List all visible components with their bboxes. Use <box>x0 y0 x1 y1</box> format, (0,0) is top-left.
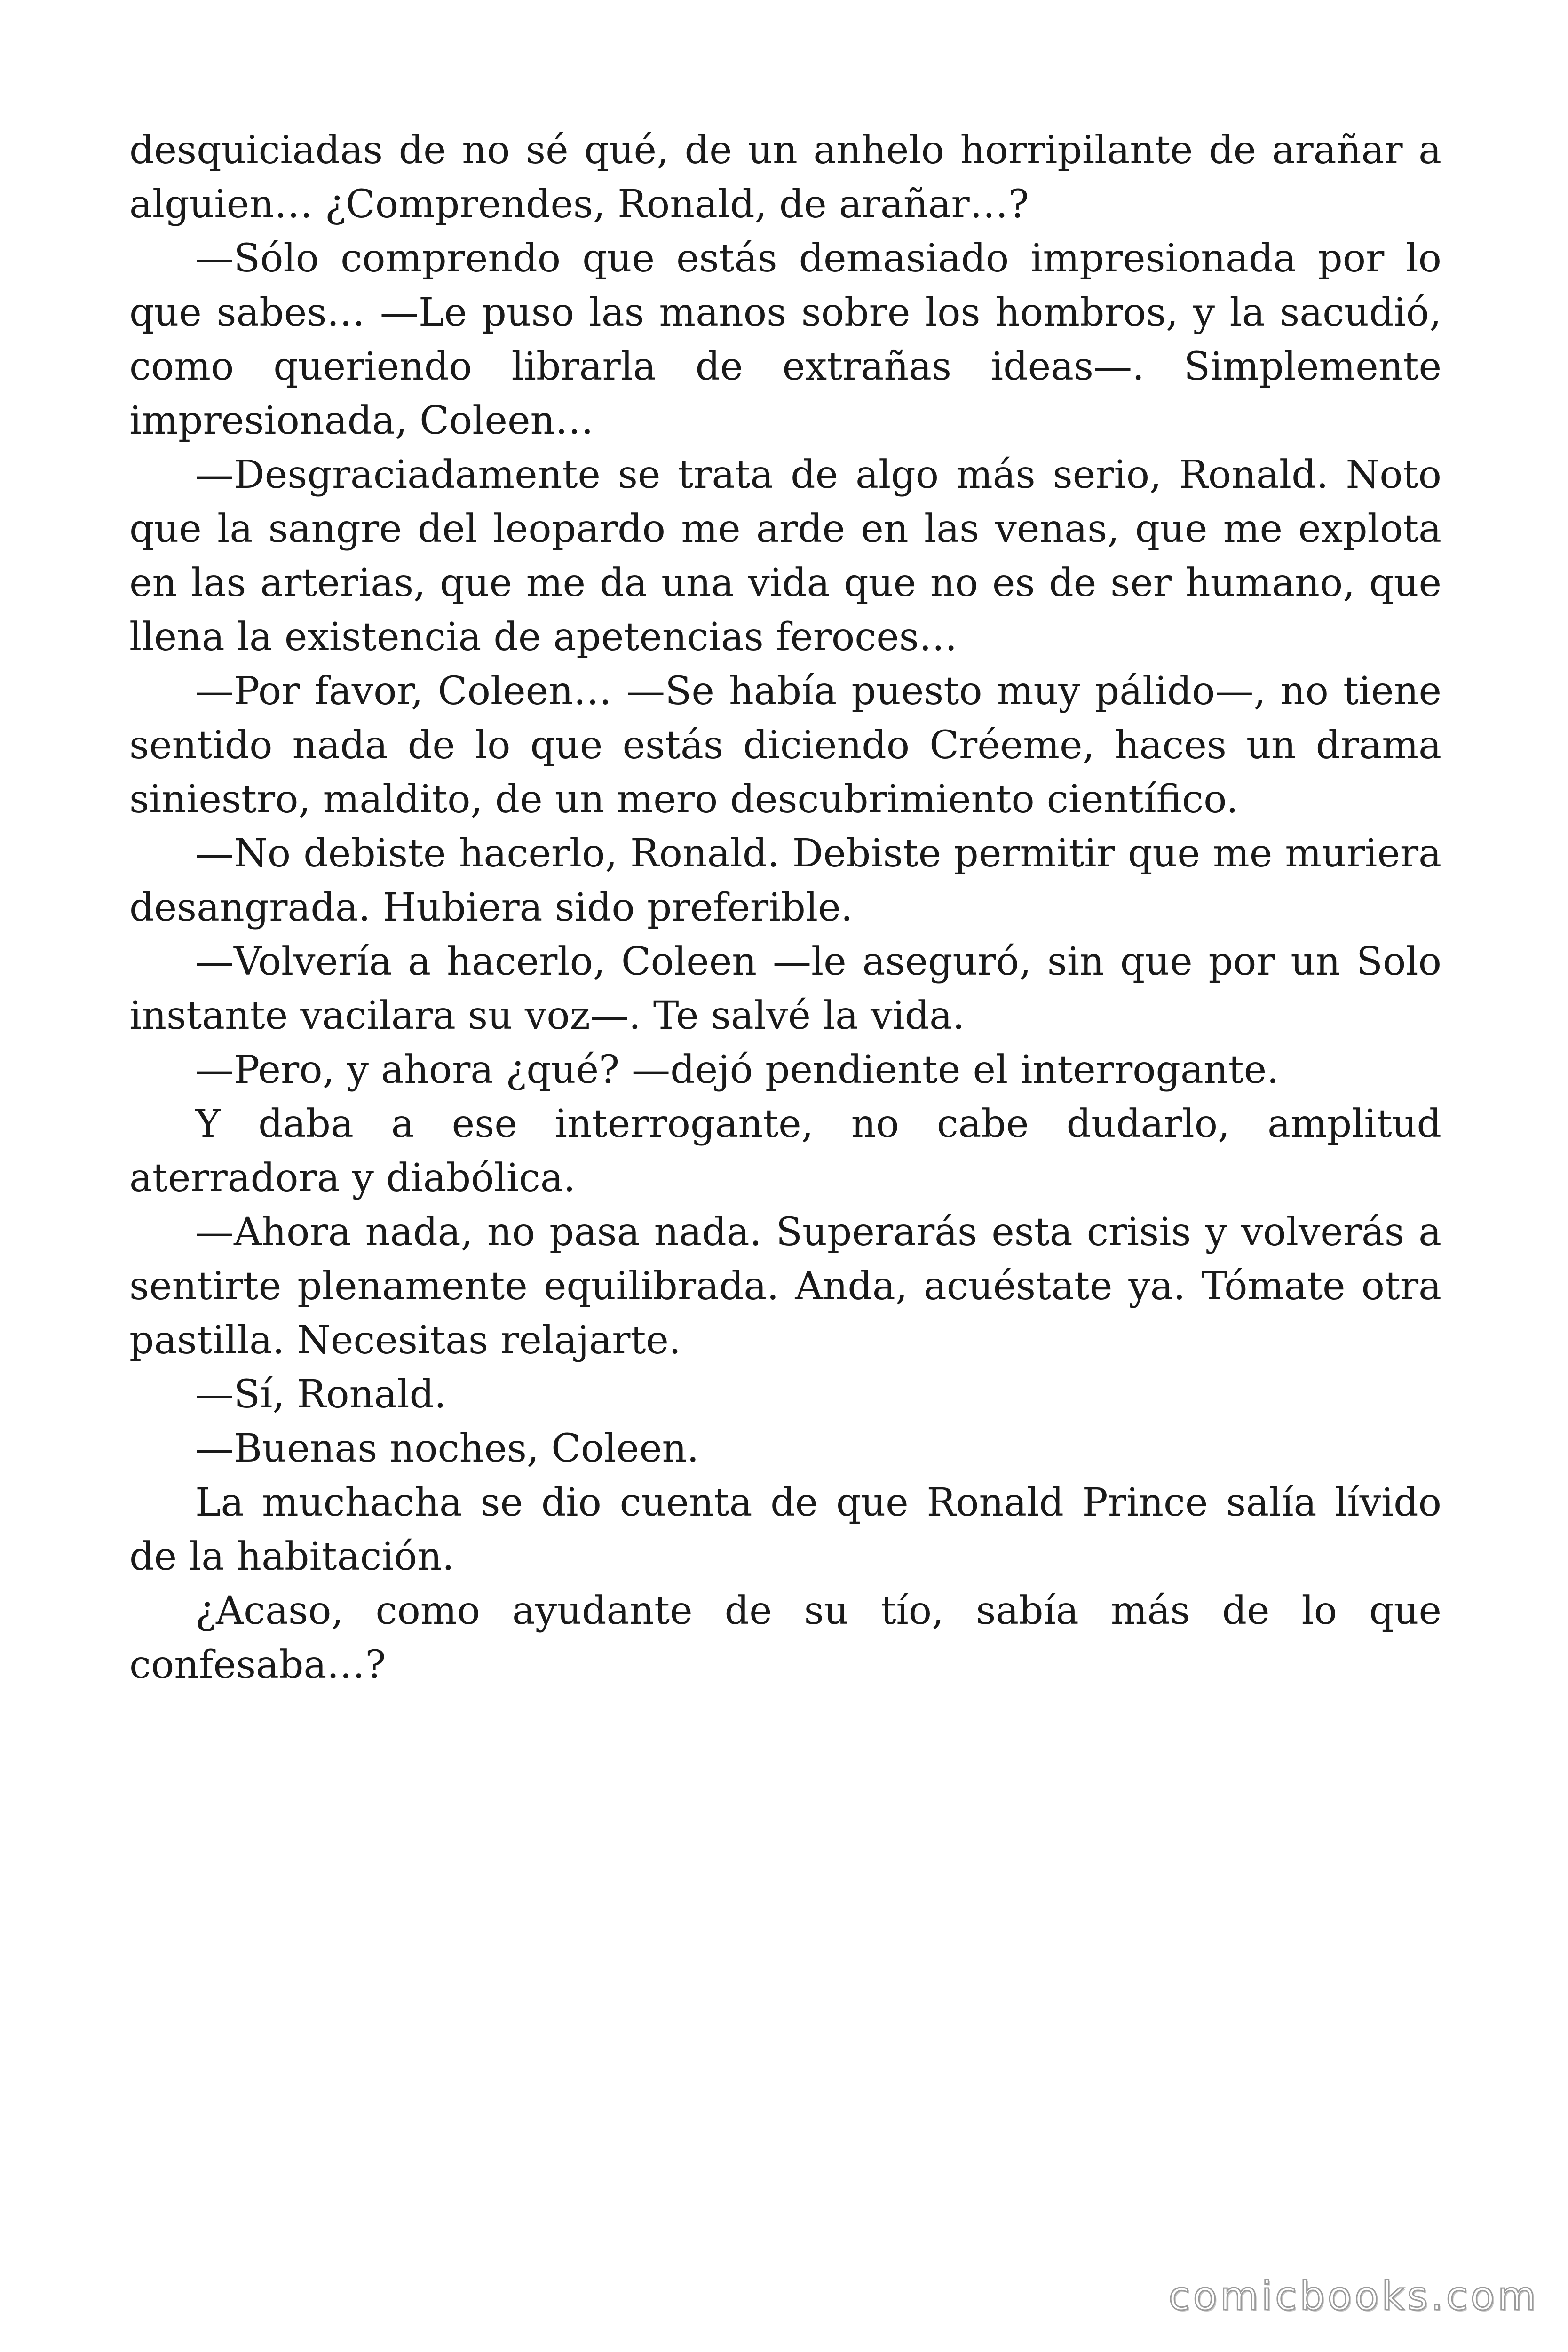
paragraph: —Desgraciadamente se trata de algo más serio, Ronald. Noto que la sangre del leopardo me arde en las venas, que me explota en las arterias, que me da una vida que no es de ser humano, que llena la existencia de apetencias feroces… <box>129 453 1441 660</box>
paragraph: —No debiste hacerlo, Ronald. Debiste permitir que me muriera desangrada. Hubiera sido preferible. <box>129 831 1441 930</box>
paragraph: —Sí, Ronald. <box>195 1372 447 1417</box>
paragraph: —Buenas noches, Coleen. <box>195 1426 699 1471</box>
paragraph: —Pero, y ahora ¿qué? —dejó pendiente el interrogante. <box>195 1048 1279 1092</box>
paragraph: —Sólo comprendo que estás demasiado impresionada por lo que sabes… —Le puso las manos sobre los hombros, y la sacudió, como queriendo librarla de extrañas ideas—. Simplemente impresionada, Coleen… <box>129 236 1441 443</box>
paragraph: La muchacha se dio cuenta de que Ronald Prince salía lívido de la habitación. <box>129 1480 1441 1579</box>
paragraph: —Volvería a hacerlo, Coleen —le aseguró, sin que por un Solo instante vacilara su voz—. Te salvé la vida. <box>129 939 1441 1038</box>
watermark: comicbooks.com <box>1168 2273 1539 2319</box>
paragraph: Y daba a ese interrogante, no cabe dudarlo, amplitud aterradora y diabólica. <box>129 1102 1441 1200</box>
paragraph: desquiciadas de no sé qué, de un anhelo horripilante de arañar a alguien… ¿Comprendes, Ronald, de arañar…? <box>129 128 1441 227</box>
body-text <box>129 123 1441 1692</box>
paragraph: —Por favor, Coleen… —Se había puesto muy pálido—, no tiene sentido nada de lo que estás diciendo Créeme, haces un drama siniestro, maldito, de un mero descubrimiento científico. <box>129 669 1441 822</box>
paragraph: ¿Acaso, como ayudante de su tío, sabía más de lo que confesaba…? <box>129 1589 1441 1687</box>
paragraph: —Ahora nada, no pasa nada. Superarás esta crisis y volverás a sentirte plenamente equilibrada. Anda, acuéstate ya. Tómate otra pastilla. Necesitas relajarte. <box>129 1210 1441 1363</box>
